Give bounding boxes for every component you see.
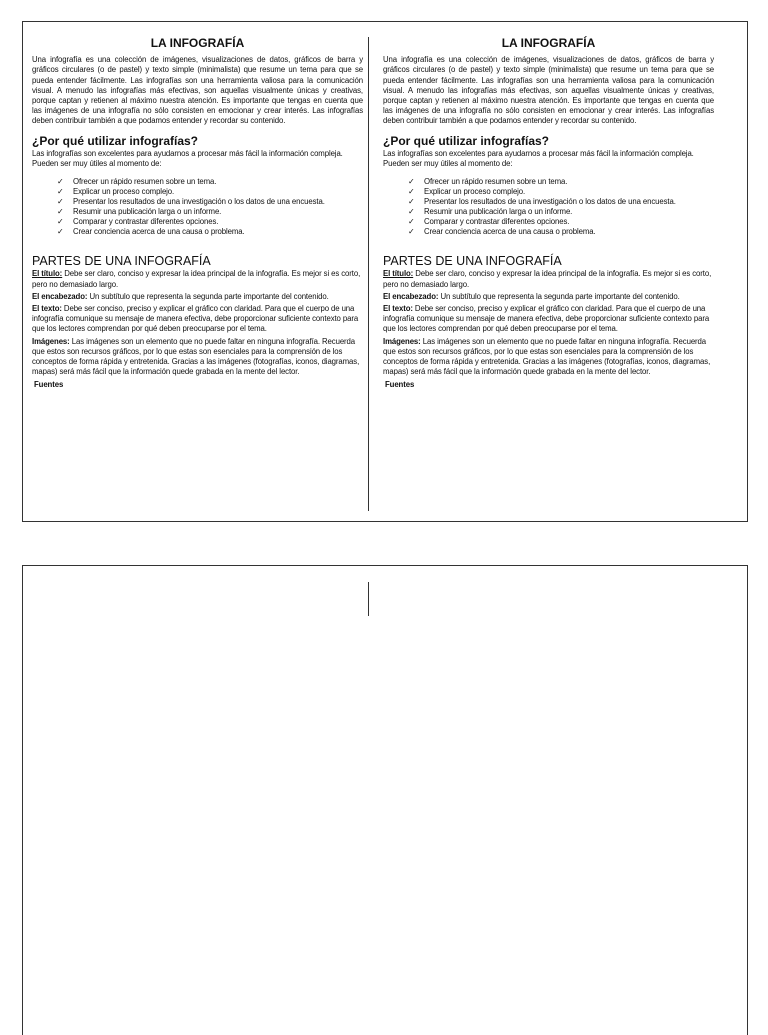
fuentes-label: Fuentes xyxy=(34,379,64,389)
term-label: Imágenes: xyxy=(32,336,70,346)
fuentes-label: Fuentes xyxy=(385,379,415,389)
page-two xyxy=(22,565,748,1035)
intro-paragraph: Una infografía es una colección de imágenes, visualizaciones de datos, gráficos de barra y gráficos circulares (o de pastel) y texto simple (minimalista) que resume un tema para que se pueda entender fácilmente. Las infografías son una herramienta valiosa para la comunicación visual. A menudo las infografías más efectivas, son aquellas visualmente únicas y creativas, porque captan y retienen al máximo nuestra atención. Es importante que tengas en cuenta que las imágenes de una infografía no sólo consisten en emocionar y crear interés. Las infografías deben contribuir también a que podamos entender y recordar su contenido. xyxy=(383,55,714,126)
benefits-list xyxy=(383,177,714,236)
term-label: El texto: xyxy=(383,304,413,314)
why-heading: ¿Por qué utilizar infografías? xyxy=(383,133,550,148)
why-heading: ¿Por qué utilizar infografías? xyxy=(32,133,199,148)
check-icon: ✓ xyxy=(408,216,415,226)
check-icon: ✓ xyxy=(57,177,64,187)
list-item: ✓ Ofrecer un rápido resumen sobre un tema. xyxy=(408,177,568,187)
list-item: ✓ Crear conciencia acerca de una causa o problema. xyxy=(408,226,596,236)
check-icon: ✓ xyxy=(408,177,415,187)
list-item: ✓ Comparar y contrastar diferentes opciones. xyxy=(408,216,570,226)
check-icon: ✓ xyxy=(408,226,415,236)
check-icon: ✓ xyxy=(408,196,415,206)
document-title: LA INFOGRAFÍA xyxy=(150,36,245,50)
right-column xyxy=(383,38,714,390)
list-item: ✓ Presentar los resultados de una investigación o los datos de una encuesta. xyxy=(408,196,676,206)
check-icon: ✓ xyxy=(57,216,64,226)
document-title: LA INFOGRAFÍA xyxy=(501,36,596,50)
benefits-list xyxy=(32,177,363,236)
term-label: El texto: xyxy=(32,304,62,314)
part-titulo: El título: Debe ser claro, conciso y expresar la idea principal de la infografía. Es mejor si es corto, pero no demasiado largo. xyxy=(383,269,712,289)
check-icon: ✓ xyxy=(57,206,64,216)
term-label: El título: xyxy=(32,269,63,279)
part-encabezado: El encabezado: Un subtítulo que representa la segunda parte importante del contenido. xyxy=(383,291,680,301)
check-icon: ✓ xyxy=(57,196,64,206)
list-item: ✓ Explicar un proceso complejo. xyxy=(57,186,175,196)
term-label: El encabezado: xyxy=(383,291,439,301)
part-imagenes: Imágenes: Las imágenes son un elemento que no puede faltar en ninguna infografía. Recuerda que estos son recursos gráficos, por lo que estas son esenciales para la comprensión de los conceptos de forma rápida y entretenida. Gracias a las imágenes (fotografías, iconos, diagramas, mapas) será más fácil que la información quede grabada en la mente del lector. xyxy=(32,336,360,377)
why-text: Las infografías son excelentes para ayudarnos a procesar más fácil la información compleja. Pueden ser muy útiles al momento de: xyxy=(383,148,694,168)
list-item: ✓ Resumir una publicación larga o un informe. xyxy=(57,206,222,216)
list-item: ✓ Presentar los resultados de una investigación o los datos de una encuesta. xyxy=(57,196,325,206)
part-imagenes: Imágenes: Las imágenes son un elemento que no puede faltar en ninguna infografía. Recuerda que estos son recursos gráficos, por lo que estas son esenciales para la comprensión de los conceptos de forma rápida y entretenida. Gracias a las imágenes (fotografías, iconos, diagramas, mapas) será más fácil que la información quede grabada en la mente del lector. xyxy=(383,336,711,377)
check-icon: ✓ xyxy=(57,226,64,236)
part-texto: El texto: Debe ser conciso, preciso y explicar el gráfico con claridad. Para que el cuerpo de una infografía comunique su mensaje de manera efectiva, debe proporcionar suficiente contexto para que los lectores comprendan por qué deben preocuparse por el tema. xyxy=(32,304,359,334)
part-encabezado: El encabezado: Un subtítulo que representa la segunda parte importante del contenido. xyxy=(32,291,329,301)
page-one xyxy=(22,21,748,522)
parts-heading: PARTES DE UNA INFOGRAFÍA xyxy=(383,254,562,269)
list-item: ✓ Comparar y contrastar diferentes opciones. xyxy=(57,216,219,226)
list-item: ✓ Explicar un proceso complejo. xyxy=(408,186,526,196)
why-text: Las infografías son excelentes para ayudarnos a procesar más fácil la información compleja. Pueden ser muy útiles al momento de: xyxy=(32,148,343,168)
column-divider xyxy=(368,582,369,616)
term-label: Imágenes: xyxy=(383,336,421,346)
term-label: El encabezado: xyxy=(32,291,88,301)
list-item: ✓ Ofrecer un rápido resumen sobre un tema. xyxy=(57,177,217,187)
intro-paragraph: Una infografía es una colección de imágenes, visualizaciones de datos, gráficos de barra y gráficos circulares (o de pastel) y texto simple (minimalista) que resume un tema para que se pueda entender fácilmente. Las infografías son una herramienta valiosa para la comunicación visual. A menudo las infografías más efectivas, son aquellas visualmente únicas y creativas, porque captan y retienen al máximo nuestra atención. Es importante que tengas en cuenta que las imágenes de una infografía no sólo consisten en emocionar y crear interés. Las infografías deben contribuir también a que podamos entender y recordar su contenido. xyxy=(32,55,363,126)
list-item: ✓ Crear conciencia acerca de una causa o problema. xyxy=(57,226,245,236)
part-texto: El texto: Debe ser conciso, preciso y explicar el gráfico con claridad. Para que el cuerpo de una infografía comunique su mensaje de manera efectiva, debe proporcionar suficiente contexto para que los lectores comprendan por qué deben preocuparse por el tema. xyxy=(383,304,710,334)
list-item: ✓ Resumir una publicación larga o un informe. xyxy=(408,206,573,216)
left-column xyxy=(32,38,363,390)
parts-heading: PARTES DE UNA INFOGRAFÍA xyxy=(32,254,211,269)
check-icon: ✓ xyxy=(408,206,415,216)
check-icon: ✓ xyxy=(408,186,415,196)
column-divider xyxy=(368,37,369,511)
check-icon: ✓ xyxy=(57,186,64,196)
part-titulo: El título: Debe ser claro, conciso y expresar la idea principal de la infografía. Es mejor si es corto, pero no demasiado largo. xyxy=(32,269,361,289)
term-label: El título: xyxy=(383,269,414,279)
